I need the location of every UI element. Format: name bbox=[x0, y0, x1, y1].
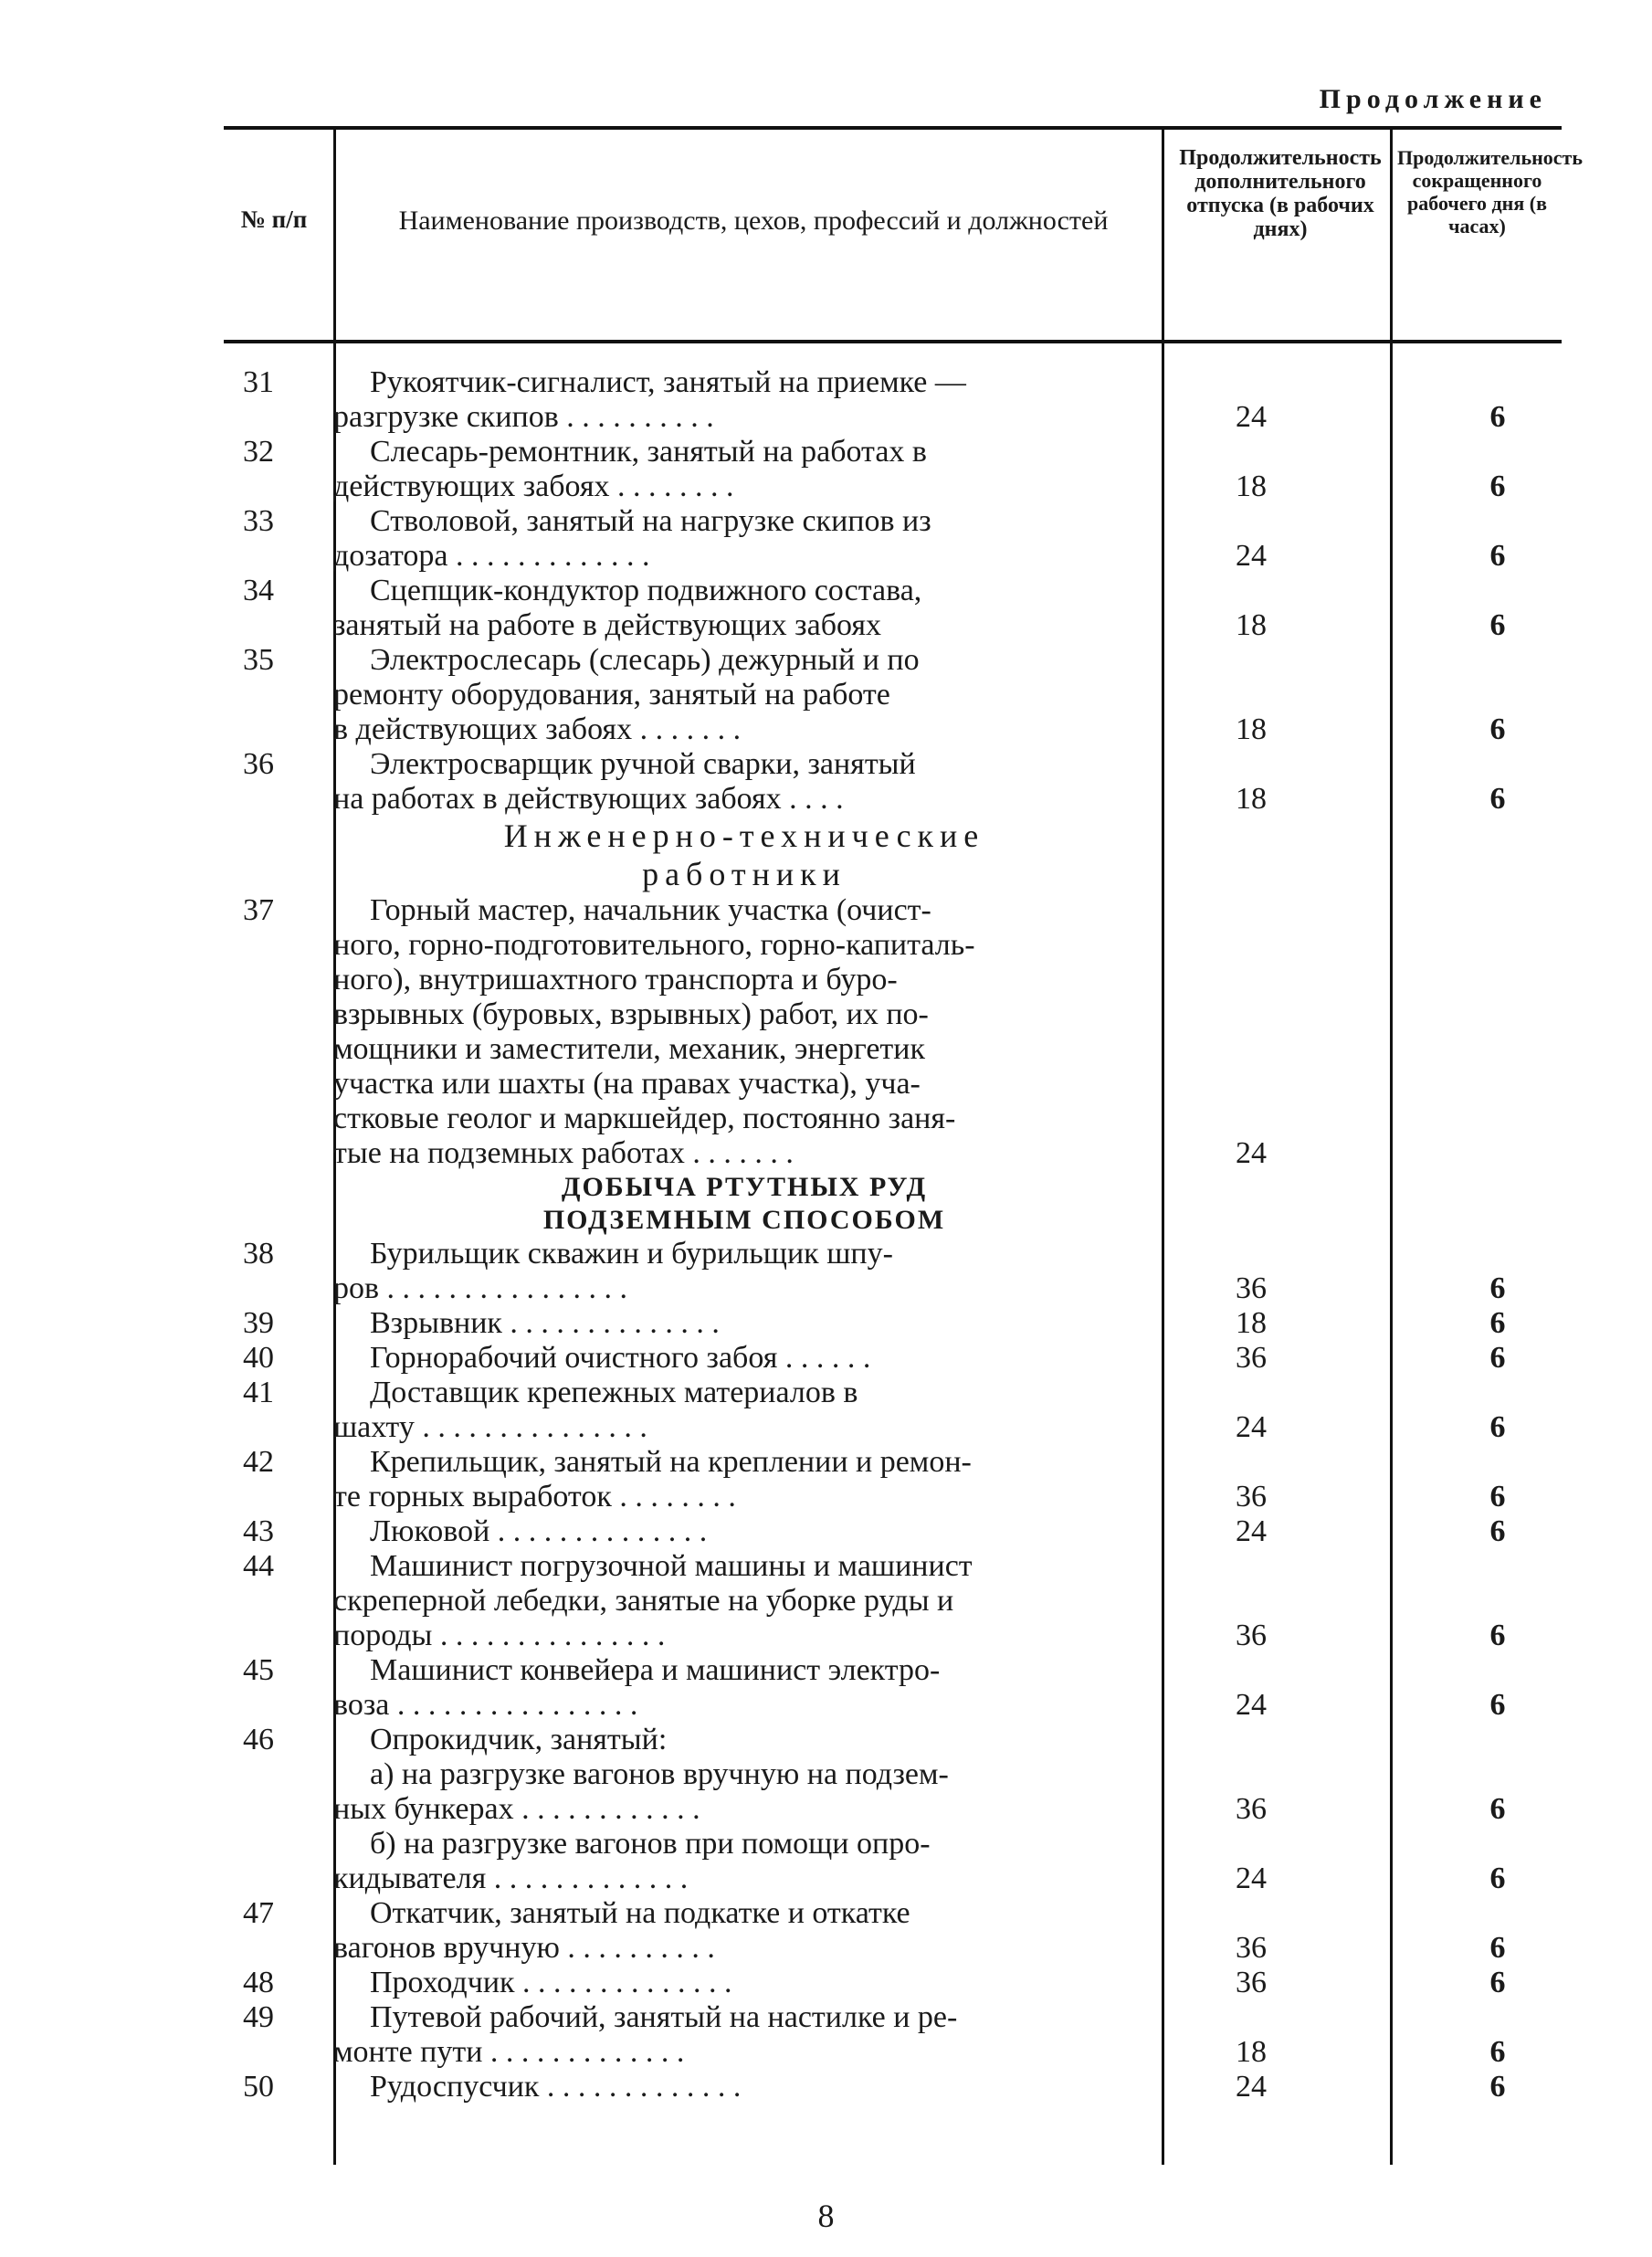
occupation-line: вагонов вручную . . . . . . . . . . bbox=[333, 1931, 715, 1965]
leave-days: 36 bbox=[1236, 1931, 1267, 1965]
occupation-line: Люковой . . . . . . . . . . . . . . bbox=[370, 1514, 708, 1548]
occupation-line: Крепильщик, занятый на креплении и ремон- bbox=[370, 1445, 972, 1479]
workday-hours: 6 bbox=[1489, 1966, 1506, 1999]
table-row bbox=[0, 435, 1652, 504]
section-heading-line: ПОДЗЕМНЫМ СПОСОБОМ bbox=[542, 1205, 946, 1235]
leave-days: 36 bbox=[1236, 1792, 1267, 1826]
leave-days: 18 bbox=[1236, 782, 1267, 816]
row-number: 32 bbox=[243, 435, 274, 469]
leave-days: 18 bbox=[1236, 2035, 1267, 2069]
workday-hours: 6 bbox=[1489, 1792, 1506, 1826]
row-number: 43 bbox=[243, 1514, 274, 1548]
leave-days: 18 bbox=[1236, 469, 1267, 503]
table-body bbox=[0, 365, 1652, 2104]
row-number: 34 bbox=[243, 574, 274, 607]
row-number: 36 bbox=[243, 747, 274, 781]
occupation-line: скреперной лебедки, занятые на уборке руды и bbox=[333, 1584, 954, 1618]
workday-hours: 6 bbox=[1489, 1341, 1506, 1375]
table-row bbox=[0, 1827, 1652, 1896]
occupation-line: ремонту оборудования, занятый на работе bbox=[333, 678, 890, 712]
occupation-line: Рудоспусчик . . . . . . . . . . . . . bbox=[370, 2070, 742, 2104]
occupation-line: Доставщик крепежных материалов в bbox=[370, 1376, 858, 1409]
occupation-line: дозатора . . . . . . . . . . . . . bbox=[333, 539, 650, 573]
workday-hours: 6 bbox=[1489, 608, 1506, 642]
table-row bbox=[0, 1341, 1652, 1376]
row-number: 37 bbox=[243, 893, 274, 927]
leave-days: 36 bbox=[1236, 1271, 1267, 1305]
row-number: 38 bbox=[243, 1237, 274, 1271]
occupation-line: Машинист погрузочной машины и машинист bbox=[370, 1549, 973, 1583]
leave-days: 24 bbox=[1236, 1861, 1267, 1895]
occupation-line: б) на разгрузке вагонов при помощи опро- bbox=[370, 1827, 931, 1861]
row-number: 50 bbox=[243, 2070, 274, 2104]
row-number: 47 bbox=[243, 1896, 274, 1930]
table-row bbox=[0, 504, 1652, 574]
row-number: 45 bbox=[243, 1653, 274, 1687]
workday-hours: 6 bbox=[1489, 1480, 1506, 1513]
occupation-name bbox=[292, 1237, 1114, 1306]
occupation-name bbox=[292, 1966, 1114, 2000]
workday-hours: 6 bbox=[1489, 1931, 1506, 1965]
occupation-line: стковые геолог и маркшейдер, постоянно заня- bbox=[333, 1102, 956, 1135]
leave-days: 24 bbox=[1236, 539, 1267, 573]
occupation-line: породы . . . . . . . . . . . . . . . bbox=[333, 1619, 666, 1652]
occupation-name bbox=[292, 504, 1114, 574]
occupation-line: Машинист конвейера и машинист электро- bbox=[370, 1653, 941, 1687]
leave-days: 18 bbox=[1236, 712, 1267, 746]
workday-hours: 6 bbox=[1489, 1271, 1506, 1305]
table-row bbox=[0, 1514, 1652, 1549]
table-row bbox=[0, 2000, 1652, 2070]
leave-days: 18 bbox=[1236, 1306, 1267, 1340]
section-heading-line: Инженерно-технические bbox=[503, 817, 985, 854]
workday-hours: 6 bbox=[1489, 2035, 1506, 2069]
table-row bbox=[0, 1376, 1652, 1445]
occupation-line: ров . . . . . . . . . . . . . . . . bbox=[333, 1271, 628, 1305]
table-row bbox=[0, 1445, 1652, 1514]
row-number: 33 bbox=[243, 504, 274, 538]
occupation-name bbox=[292, 574, 1114, 643]
table-header-rule bbox=[224, 340, 1562, 343]
workday-hours: 6 bbox=[1489, 469, 1506, 503]
occupation-line: Горный мастер, начальник участка (очист- bbox=[370, 893, 931, 927]
occupation-name bbox=[292, 1827, 1114, 1896]
section-heading bbox=[0, 817, 1155, 893]
section-heading bbox=[0, 1171, 1155, 1237]
row-number: 31 bbox=[243, 365, 274, 399]
header-number: № п/п bbox=[240, 206, 308, 233]
leave-days: 24 bbox=[1236, 1136, 1267, 1170]
occupation-line: мощники и заместители, механик, энергетик bbox=[333, 1032, 925, 1066]
table-row bbox=[0, 1237, 1652, 1306]
occupation-line: Бурильщик скважин и бурильщик шпу- bbox=[370, 1237, 893, 1271]
row-number: 39 bbox=[243, 1306, 274, 1340]
occupation-name bbox=[292, 1514, 1114, 1549]
occupation-line: шахту . . . . . . . . . . . . . . . bbox=[333, 1410, 647, 1444]
occupation-name bbox=[292, 1549, 1114, 1653]
workday-hours: 6 bbox=[1489, 2070, 1506, 2104]
leave-days: 36 bbox=[1236, 1480, 1267, 1513]
leave-days: 36 bbox=[1236, 1341, 1267, 1375]
occupation-name bbox=[292, 643, 1114, 747]
workday-hours: 6 bbox=[1489, 1861, 1506, 1895]
occupation-line: Откатчик, занятый на подкатке и откатке bbox=[370, 1896, 910, 1930]
occupation-line: действующих забоях . . . . . . . . bbox=[333, 469, 734, 503]
row-number: 42 bbox=[243, 1445, 274, 1479]
table-row bbox=[0, 1653, 1652, 1723]
occupation-line: Рукоятчик-сигналист, занятый на приемке — bbox=[370, 365, 966, 399]
occupation-line: ного, горно-подготовительного, горно-капиталь- bbox=[333, 928, 975, 962]
table-top-rule bbox=[224, 126, 1562, 130]
occupation-name bbox=[292, 1445, 1114, 1514]
occupation-name bbox=[292, 1757, 1114, 1827]
occupation-line: Взрывник . . . . . . . . . . . . . . bbox=[370, 1306, 720, 1340]
occupation-name bbox=[292, 747, 1114, 817]
occupation-line: Стволовой, занятый на нагрузке скипов из bbox=[370, 504, 931, 538]
occupation-line: Путевой рабочий, занятый на настилке и ре- bbox=[370, 2000, 958, 2034]
occupation-line: ных бункерах . . . . . . . . . . . . bbox=[333, 1792, 700, 1826]
workday-hours: 6 bbox=[1489, 1306, 1506, 1340]
occupation-name bbox=[292, 1376, 1114, 1445]
row-number: 41 bbox=[243, 1376, 274, 1409]
occupation-line: на работах в действующих забоях . . . . bbox=[333, 782, 844, 816]
workday-hours: 6 bbox=[1489, 1410, 1506, 1444]
occupation-name bbox=[292, 365, 1114, 435]
occupation-name bbox=[292, 2000, 1114, 2070]
table-row bbox=[0, 1896, 1652, 1966]
occupation-line: тые на подземных работах . . . . . . . bbox=[333, 1136, 794, 1170]
row-number: 46 bbox=[243, 1723, 274, 1756]
continuation-label: Продолжение bbox=[1319, 84, 1547, 114]
workday-hours: 6 bbox=[1489, 539, 1506, 573]
occupation-line: Проходчик . . . . . . . . . . . . . . bbox=[370, 1966, 732, 1999]
row-number: 48 bbox=[243, 1966, 274, 1999]
table-row bbox=[0, 1549, 1652, 1653]
table-row bbox=[0, 1966, 1652, 2000]
workday-hours: 6 bbox=[1489, 782, 1506, 816]
occupation-line: Сцепщик-кондуктор подвижного состава, bbox=[370, 574, 922, 607]
leave-days: 24 bbox=[1236, 2070, 1267, 2104]
occupation-line: воза . . . . . . . . . . . . . . . . bbox=[333, 1688, 638, 1722]
page-number: 8 bbox=[817, 2198, 835, 2234]
occupation-name bbox=[292, 1306, 1114, 1341]
occupation-line: те горных выработок . . . . . . . . bbox=[333, 1480, 736, 1513]
row-number: 35 bbox=[243, 643, 274, 677]
leave-days: 24 bbox=[1236, 1410, 1267, 1444]
section-heading-line: ДОБЫЧА РТУТНЫХ РУД bbox=[561, 1172, 928, 1202]
table-row bbox=[0, 1757, 1652, 1827]
occupation-line: Слесарь-ремонтник, занятый на работах в bbox=[370, 435, 927, 469]
leave-days: 24 bbox=[1236, 400, 1267, 434]
occupation-line: монте пути . . . . . . . . . . . . . bbox=[333, 2035, 685, 2069]
workday-hours: 6 bbox=[1489, 1688, 1506, 1722]
leave-days: 36 bbox=[1236, 1619, 1267, 1652]
leave-days: 24 bbox=[1236, 1514, 1267, 1548]
occupation-line: ного), внутришахтного транспорта и буро- bbox=[333, 963, 898, 997]
row-number: 49 bbox=[243, 2000, 274, 2034]
workday-hours: 6 bbox=[1489, 400, 1506, 434]
occupation-line: Электросварщик ручной сварки, занятый bbox=[370, 747, 916, 781]
table-row bbox=[0, 574, 1652, 643]
table-row bbox=[0, 365, 1652, 435]
occupation-line: Электрослесарь (слесарь) дежурный и по bbox=[370, 643, 920, 677]
table-row bbox=[0, 2070, 1652, 2104]
table-row bbox=[0, 747, 1652, 817]
occupation-line: а) на разгрузке вагонов вручную на подзем- bbox=[370, 1757, 949, 1791]
section-heading-line: работники bbox=[642, 856, 847, 892]
header-leave-duration: Продолжительность дополнительного отпуска (в рабочих днях) bbox=[1179, 146, 1382, 241]
occupation-name bbox=[292, 1723, 1114, 1757]
header-workday-duration: Продолжительность сокращенного рабочего дня (в часах) bbox=[1397, 146, 1583, 237]
workday-hours: 6 bbox=[1489, 712, 1506, 746]
occupation-line: взрывных (буровых, взрывных) работ, их по- bbox=[333, 997, 929, 1031]
leave-days: 18 bbox=[1236, 608, 1267, 642]
header-name: Наименование производств, цехов, профессий и должностей bbox=[398, 206, 1109, 236]
occupation-name bbox=[292, 1896, 1114, 1966]
occupation-line: участка или шахты (на правах участка), уча- bbox=[333, 1067, 921, 1101]
occupation-name bbox=[292, 435, 1114, 504]
table-row bbox=[0, 893, 1652, 1171]
table-row bbox=[0, 1306, 1652, 1341]
occupation-name bbox=[292, 2070, 1114, 2104]
workday-hours: 6 bbox=[1489, 1514, 1506, 1548]
occupation-name bbox=[292, 1653, 1114, 1723]
row-number: 44 bbox=[243, 1549, 274, 1583]
occupation-name bbox=[292, 893, 1114, 1171]
table-row bbox=[0, 643, 1652, 747]
table-row bbox=[0, 1723, 1652, 1757]
occupation-line: в действующих забоях . . . . . . . bbox=[333, 712, 742, 746]
workday-hours: 6 bbox=[1489, 1619, 1506, 1652]
occupation-line: занятый на работе в действующих забоях bbox=[333, 608, 881, 642]
occupation-name bbox=[292, 1341, 1114, 1376]
occupation-line: Горнорабочий очистного забоя . . . . . . bbox=[370, 1341, 871, 1375]
occupation-line: Опрокидчик, занятый: bbox=[370, 1723, 668, 1756]
leave-days: 24 bbox=[1236, 1688, 1267, 1722]
row-number: 40 bbox=[243, 1341, 274, 1375]
occupation-line: разгрузке скипов . . . . . . . . . . bbox=[333, 400, 714, 434]
leave-days: 36 bbox=[1236, 1966, 1267, 1999]
occupation-line: кидывателя . . . . . . . . . . . . . bbox=[333, 1861, 689, 1895]
